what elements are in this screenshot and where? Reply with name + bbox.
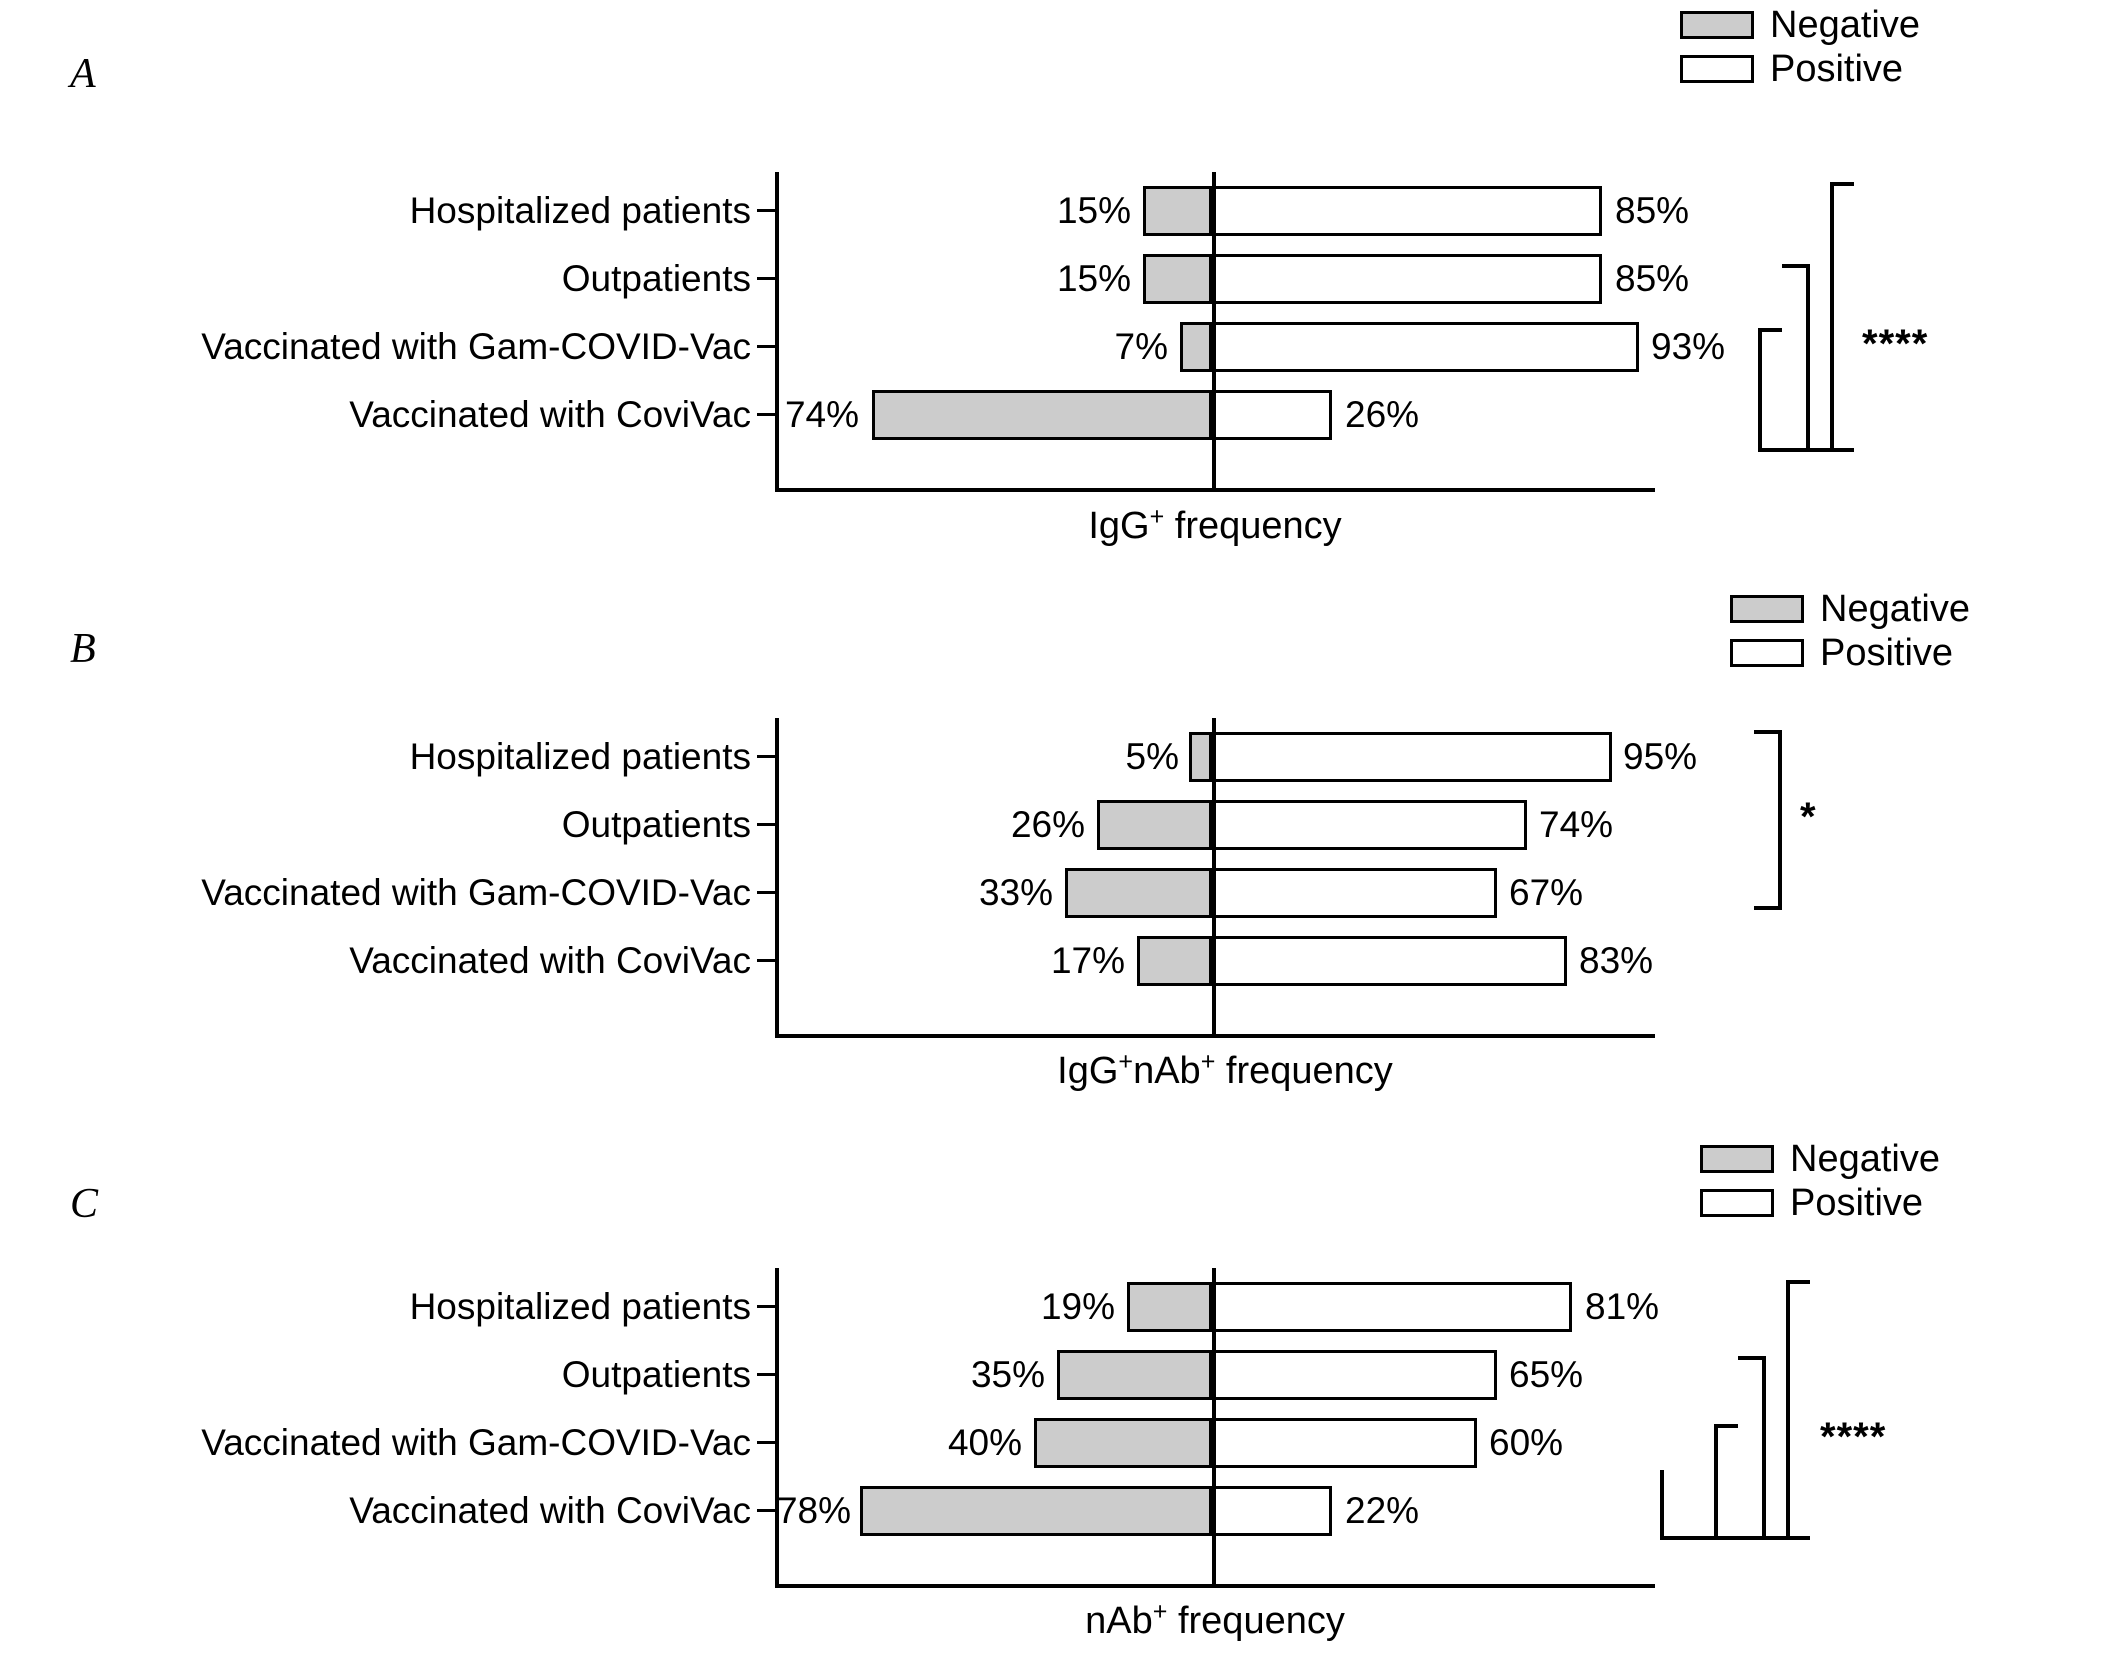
value-positive-outpatients-c: 65% — [1509, 1354, 1584, 1395]
negative-swatch — [1730, 595, 1804, 623]
panel-b — [0, 590, 2128, 1150]
panel-c — [0, 1140, 2128, 1664]
legend-label-negative: Negative — [1820, 588, 1970, 630]
legend-item-positive — [1700, 1184, 1940, 1222]
bar-positive-covivac-b — [1212, 936, 1567, 986]
tick-hospitalized-a — [757, 209, 775, 212]
bracket-line — [1778, 730, 1782, 910]
bar-negative-covivac-a — [872, 390, 1212, 440]
bracket-line — [1754, 906, 1778, 910]
value-positive-outpatients-a: 85% — [1615, 258, 1690, 299]
category-label-covivac-b: Vaccinated with CoviVac — [349, 940, 751, 981]
zero-line-c — [1212, 1268, 1216, 1588]
bar-positive-hospitalized-b — [1212, 732, 1612, 782]
bracket-line — [1754, 730, 1778, 734]
category-label-covivac-c: Vaccinated with CoviVac — [349, 1490, 751, 1531]
bar-positive-outpatients-b — [1212, 800, 1527, 850]
zero-line-b — [1212, 718, 1216, 1038]
x-axis-label-a — [1000, 502, 1430, 548]
bracket-line — [1786, 1280, 1790, 1540]
positive-swatch — [1730, 639, 1804, 667]
bracket-line — [1738, 1356, 1762, 1360]
legend-label-negative: Negative — [1790, 1138, 1940, 1180]
tick-gamcovidvac-b — [757, 891, 775, 894]
bar-positive-hospitalized-c — [1212, 1282, 1572, 1332]
x-axis-label-text-b: IgG+nAb+ frequency — [1057, 1047, 1393, 1092]
panel-letter-c: C — [70, 1181, 99, 1227]
bar-negative-outpatients-a — [1143, 254, 1212, 304]
positive-swatch — [1680, 55, 1754, 83]
value-negative-hospitalized-b: 5% — [1125, 736, 1179, 777]
bracket-line — [1762, 1536, 1810, 1540]
bar-negative-gamcovidvac-b — [1065, 868, 1212, 918]
bar-negative-covivac-b — [1137, 936, 1212, 986]
tick-gamcovidvac-a — [757, 345, 775, 348]
legend-a — [1680, 6, 1920, 88]
bracket-line — [1806, 264, 1810, 450]
x-axis-label-b — [990, 1047, 1460, 1093]
bar-negative-hospitalized-b — [1189, 732, 1212, 782]
significance-stars-c: **** — [1820, 1415, 1887, 1459]
bracket-line — [1758, 328, 1762, 450]
value-positive-covivac-b: 83% — [1579, 940, 1654, 981]
legend-c — [1700, 1140, 1940, 1222]
bar-positive-outpatients-c — [1212, 1350, 1497, 1400]
value-negative-covivac-a: 74% — [784, 394, 859, 435]
legend-label-positive: Positive — [1770, 48, 1904, 90]
negative-swatch — [1680, 11, 1754, 39]
bracket-line — [1786, 1280, 1810, 1284]
panel-a — [0, 0, 2128, 580]
tick-outpatients-b — [757, 823, 775, 826]
value-negative-gamcovidvac-a: 7% — [1114, 326, 1168, 367]
legend-item-negative — [1700, 1140, 1940, 1178]
value-negative-gamcovidvac-b: 33% — [978, 872, 1053, 913]
value-negative-covivac-c: 78% — [776, 1490, 851, 1531]
plot-area-b — [201, 718, 1698, 1038]
value-negative-outpatients-c: 35% — [970, 1354, 1045, 1395]
bar-negative-gamcovidvac-a — [1180, 322, 1212, 372]
significance-stars-b: * — [1800, 795, 1817, 839]
value-positive-covivac-a: 26% — [1345, 394, 1420, 435]
value-negative-outpatients-a: 15% — [1056, 258, 1131, 299]
category-label-covivac-a: Vaccinated with CoviVac — [349, 394, 751, 435]
value-positive-gamcovidvac-a: 93% — [1651, 326, 1726, 367]
value-positive-gamcovidvac-c: 60% — [1489, 1422, 1564, 1463]
bracket-line — [1830, 182, 1834, 452]
negative-swatch — [1700, 1145, 1774, 1173]
category-label-gamcovidvac-a: Vaccinated with Gam-COVID-Vac — [201, 326, 751, 367]
significance-stars-a: **** — [1862, 322, 1929, 366]
category-label-outpatients-b: Outpatients — [561, 804, 751, 845]
bracket-line — [1660, 1470, 1664, 1538]
legend-label-negative: Negative — [1770, 4, 1920, 46]
tick-hospitalized-b — [757, 755, 775, 758]
category-label-outpatients-a: Outpatients — [561, 258, 751, 299]
legend-label-positive: Positive — [1820, 632, 1954, 674]
significance-bracket-c — [1660, 1280, 1820, 1540]
value-negative-covivac-b: 17% — [1050, 940, 1125, 981]
bracket-line — [1714, 1424, 1718, 1536]
category-label-hospitalized-a: Hospitalized patients — [409, 190, 751, 231]
bracket-line — [1758, 448, 1806, 452]
value-positive-hospitalized-a: 85% — [1615, 190, 1690, 231]
bar-negative-covivac-c — [860, 1486, 1212, 1536]
x-axis-label-text-a: IgG+ frequency — [1088, 502, 1342, 547]
bar-positive-covivac-c — [1212, 1486, 1332, 1536]
bar-positive-hospitalized-a — [1212, 186, 1602, 236]
panel-letter-b: B — [70, 626, 96, 672]
legend-item-positive — [1730, 634, 1970, 672]
bar-positive-covivac-a — [1212, 390, 1332, 440]
significance-bracket-a — [1720, 182, 1880, 452]
value-negative-outpatients-b: 26% — [1010, 804, 1085, 845]
legend-label-positive: Positive — [1790, 1182, 1924, 1224]
legend-item-positive — [1680, 50, 1920, 88]
value-positive-outpatients-b: 74% — [1539, 804, 1614, 845]
positive-swatch — [1700, 1189, 1774, 1217]
value-positive-hospitalized-b: 95% — [1623, 736, 1698, 777]
bar-negative-outpatients-b — [1097, 800, 1212, 850]
legend-item-negative — [1680, 6, 1920, 44]
tick-covivac-b — [757, 959, 775, 962]
bracket-line — [1762, 1356, 1766, 1536]
zero-line-a — [1212, 172, 1216, 492]
tick-outpatients-a — [757, 277, 775, 280]
bar-negative-outpatients-c — [1057, 1350, 1212, 1400]
bar-negative-hospitalized-a — [1143, 186, 1212, 236]
tick-outpatients-c — [757, 1373, 775, 1376]
bracket-line — [1806, 448, 1854, 452]
bar-negative-gamcovidvac-c — [1034, 1418, 1212, 1468]
bracket-line — [1660, 1536, 1762, 1540]
bar-negative-hospitalized-c — [1127, 1282, 1212, 1332]
bracket-line — [1830, 182, 1854, 186]
value-negative-hospitalized-c: 19% — [1040, 1286, 1115, 1327]
bar-positive-gamcovidvac-c — [1212, 1418, 1477, 1468]
category-label-hospitalized-b: Hospitalized patients — [409, 736, 751, 777]
bar-positive-gamcovidvac-b — [1212, 868, 1497, 918]
bar-positive-outpatients-a — [1212, 254, 1602, 304]
value-negative-gamcovidvac-c: 40% — [947, 1422, 1022, 1463]
panel-letter-a: A — [70, 51, 96, 97]
tick-gamcovidvac-c — [757, 1441, 775, 1444]
x-axis-label-c — [1010, 1597, 1420, 1643]
legend-b — [1730, 590, 1970, 672]
value-negative-hospitalized-a: 15% — [1056, 190, 1131, 231]
bracket-line — [1782, 264, 1806, 268]
tick-hospitalized-c — [757, 1305, 775, 1308]
bracket-line — [1758, 328, 1782, 332]
category-label-gamcovidvac-c: Vaccinated with Gam-COVID-Vac — [201, 1422, 751, 1463]
value-positive-covivac-c: 22% — [1345, 1490, 1420, 1531]
category-label-outpatients-c: Outpatients — [561, 1354, 751, 1395]
plot-area-a — [201, 172, 1726, 492]
x-axis-label-text-c: nAb+ frequency — [1085, 1597, 1345, 1642]
value-positive-gamcovidvac-b: 67% — [1509, 872, 1584, 913]
bracket-line — [1714, 1424, 1738, 1428]
category-label-gamcovidvac-b: Vaccinated with Gam-COVID-Vac — [201, 872, 751, 913]
value-positive-hospitalized-c: 81% — [1585, 1286, 1660, 1327]
plot-area-c — [201, 1268, 1660, 1588]
category-label-hospitalized-c: Hospitalized patients — [409, 1286, 751, 1327]
bar-positive-gamcovidvac-a — [1212, 322, 1639, 372]
legend-item-negative — [1730, 590, 1970, 628]
